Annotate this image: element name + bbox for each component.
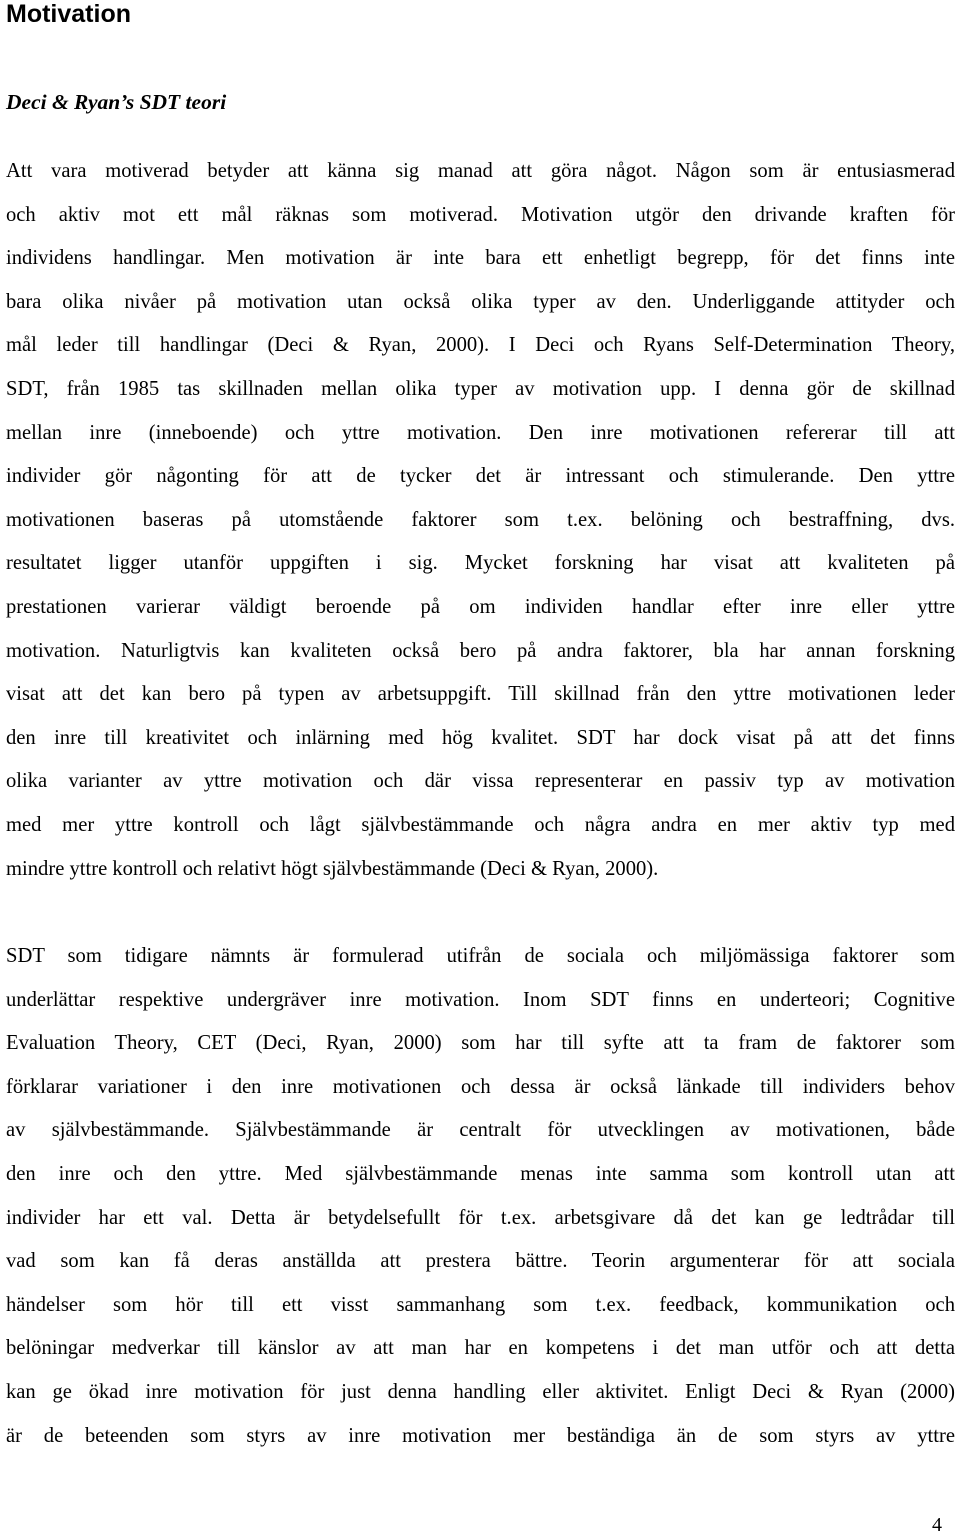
text-line: individens handlingar. Men motivation är inte bara ett enhetligt begrepp, för det finns inte <box>6 247 955 270</box>
text-line: den inre till kreativitet och inlärning med hög kvalitet. SDT har dock visat på att det finns <box>6 726 955 749</box>
text-line: motivation. Naturligtvis kan kvaliteten också bero på andra faktorer, bla har annan forskning <box>6 639 955 662</box>
text-line: prestationen varierar väldigt beroende på om individen handlar efter inre eller yttre <box>6 595 955 618</box>
text-line: mellan inre (inneboende) och yttre motivation. Den inre motivationen refererar till att <box>6 421 955 444</box>
text-line: belöningar medverkar till känslor av att man har en kompetens i det man utför och att detta <box>6 1337 955 1360</box>
text-line: visat att det kan bero på typen av arbetsuppgift. Till skillnad från den yttre motivationen leder <box>6 683 955 706</box>
text-line: motivationen baseras på utomstående faktorer som t.ex. belöning och bestraffning, dvs. <box>6 508 955 531</box>
text-line: av självbestämmande. Självbestämmande är centralt för utvecklingen av motivationen, både <box>6 1119 955 1142</box>
text-line: den inre och den yttre. Med självbestämmande menas inte samma som kontroll utan att <box>6 1162 955 1185</box>
text-line: Att vara motiverad betyder att känna sig manad att göra något. Någon som är entusiasmerad <box>6 160 955 182</box>
text-line: SDT som tidigare nämnts är formulerad utifrån de sociala och miljömässiga faktorer som <box>6 945 955 967</box>
text-line: förklarar variationer i den inre motivationen och dessa är också länkade till individers behov <box>6 1075 955 1098</box>
section-heading: Motivation <box>6 0 131 28</box>
body-paragraph <box>6 150 955 891</box>
text-line: resultatet ligger utanför uppgiften i sig. Mycket forskning har visat att kvaliteten på <box>6 552 955 575</box>
text-line: olika varianter av yttre motivation och där vissa representerar en passiv typ av motivation <box>6 770 955 793</box>
page-number: 4 <box>932 1514 942 1536</box>
text-line: vad som kan få deras anställda att prestera bättre. Teorin argumenterar för att sociala <box>6 1250 955 1273</box>
subsection-heading: Deci & Ryan’s SDT teori <box>6 90 227 114</box>
text-line: med mer yttre kontroll och lågt självbestämmande och några andra en mer aktiv typ med <box>6 813 955 836</box>
text-line: underlättar respektive undergräver inre motivation. Inom SDT finns en underteori; Cognitive <box>6 988 955 1011</box>
text-line: individer gör någonting för att de tycker det är intressant och stimulerande. Den yttre <box>6 465 955 488</box>
text-line: mindre yttre kontroll och relativt högt självbestämmande (Deci & Ryan, 2000). <box>6 857 659 880</box>
text-line: bara olika nivåer på motivation utan också olika typer av den. Underliggande attityder och <box>6 290 955 313</box>
text-line: Evaluation Theory, CET (Deci, Ryan, 2000) som har till syfte att ta fram de faktorer som <box>6 1032 955 1055</box>
text-line: mål leder till handlingar (Deci & Ryan, 2000). I Deci och Ryans Self-Determination Theory, <box>6 334 955 357</box>
text-line: individer har ett val. Detta är betydelsefullt för t.ex. arbetsgivare då det kan ge ledtrådar till <box>6 1206 955 1229</box>
text-line: SDT, från 1985 tas skillnaden mellan olika typer av motivation upp. I denna gör de skillnad <box>6 377 955 400</box>
text-line: är de beteenden som styrs av inre motivation mer beständiga än de som styrs av yttre <box>6 1424 955 1447</box>
text-line: och aktiv mot ett mål räknas som motiverad. Motivation utgör den drivande kraften för <box>6 203 955 226</box>
body-paragraph <box>6 935 955 1458</box>
text-line: händelser som hör till ett visst sammanhang som t.ex. feedback, kommunikation och <box>6 1293 955 1316</box>
text-line: kan ge ökad inre motivation för just denna handling eller aktivitet. Enligt Deci & Ryan (2000) <box>6 1380 955 1403</box>
